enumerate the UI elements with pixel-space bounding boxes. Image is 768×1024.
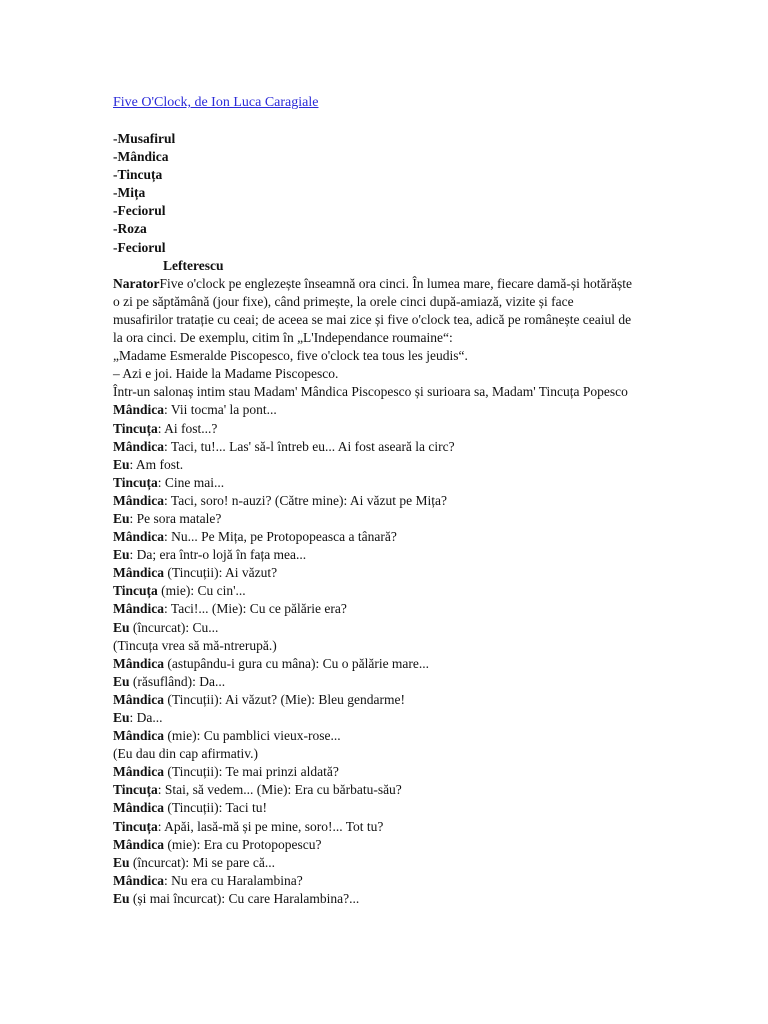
dialogue-text: (Tincuții): Taci tu! <box>164 800 267 816</box>
dialogue-line <box>113 745 633 763</box>
speaker-name: Mândica <box>113 728 165 744</box>
dialogue-line <box>113 709 633 727</box>
dialogue-text: : Nu era cu Haralambina? <box>164 872 303 888</box>
dialogue-text: (Tincuții): Ai văzut? (Mie): Bleu gendarme! <box>164 691 405 707</box>
character-item: -Roza <box>113 221 147 237</box>
dialogue-line <box>113 492 633 510</box>
dialogue-text: (încurcat): Cu... <box>129 619 219 635</box>
speaker-name: Eu <box>113 547 130 563</box>
speaker-name: Tincuța <box>113 818 158 834</box>
narrator-label: Narator <box>113 275 160 291</box>
dialogue-line <box>113 655 633 673</box>
speaker-name: Mândica <box>113 872 165 888</box>
dialogue-block <box>113 401 633 908</box>
speaker-name: Eu <box>113 854 130 870</box>
speaker-name: Mândica <box>113 438 165 454</box>
dialogue-line <box>113 401 633 419</box>
dialogue-line <box>113 691 633 709</box>
dialogue-text: : Ai fost...? <box>157 420 218 436</box>
dialogue-line <box>113 546 633 564</box>
narrator-paragraph <box>113 275 633 347</box>
dialogue-text: : Taci!... (Mie): Cu ce pălărie era? <box>164 601 347 617</box>
dialogue-line <box>113 872 633 890</box>
character-item: -Mândica <box>113 149 169 165</box>
dialogue-line <box>113 456 633 474</box>
character-item: -Mița <box>113 185 146 201</box>
speaker-name: Mândica <box>113 655 165 671</box>
character-item: -Musafirul <box>113 131 176 146</box>
speaker-name: Eu <box>113 673 130 689</box>
dialogue-line <box>113 673 633 691</box>
speaker-name: Mândica <box>113 529 165 545</box>
character-item: -Tincuța <box>113 167 163 183</box>
dialogue-line <box>113 600 633 618</box>
speaker-name: Mândica <box>113 402 165 418</box>
speaker-name: Eu <box>113 456 130 472</box>
dialogue-text: : Am fost. <box>129 456 184 472</box>
speaker-name: Tincuța <box>113 474 158 490</box>
title-link[interactable]: Five O'Clock, de Ion Luca Caragiale <box>113 95 319 110</box>
dialogue-text: (Eu dau din cap afirmativ.) <box>113 746 258 762</box>
dialogue-line <box>113 637 633 655</box>
speaker-name: Mândica <box>113 565 165 581</box>
dialogue-text: (astupându-i gura cu mâna): Cu o pălărie mare... <box>164 655 430 671</box>
dialogue-text: (mie): Era cu Protopopescu? <box>164 836 322 852</box>
dialogue-text: : Da... <box>129 710 163 725</box>
text-line: – Azi e joi. Haide la Madame Piscopesco. <box>113 366 339 382</box>
dialogue-line <box>113 836 633 854</box>
dialogue-text: (Tincuța vrea să mă-ntrerupă.) <box>113 637 277 653</box>
speaker-name: Eu <box>113 710 130 725</box>
dialogue-text: : Stai, să vedem... (Mie): Era cu bărbatu-său? <box>157 782 402 798</box>
dialogue-line <box>113 799 633 817</box>
speaker-name: Mândica <box>113 764 165 780</box>
speaker-name: Mândica <box>113 691 165 707</box>
dialogue-line <box>113 564 633 582</box>
dialogue-text: : Taci, tu!... Las' să-l întreb eu... Ai fost aseară la circ? <box>164 438 455 454</box>
speaker-name: Mândica <box>113 800 165 816</box>
dialogue-text: (mie): Cu cin'... <box>157 583 246 599</box>
narrator-text: Five o'clock pe englezește înseamnă ora cinci. În lumea mare, fiecare damă-și hotărăște o zi pe săptămână (jour fixe), când primește, la orele cinci după-amiază, vizite și face musafirilor tratație cu ceai; de aceea se mai zice și five o'clock tea, adică pe românește ceaiul de la ora cinci. De exemplu, citim în „L'Independance roumaine“: <box>113 275 632 346</box>
character-list <box>113 130 633 275</box>
dialogue-line <box>113 890 633 908</box>
speaker-name: Tincuța <box>113 782 158 798</box>
character-item: -Feciorul <box>113 203 166 219</box>
character-item: -Feciorul <box>113 239 166 255</box>
dialogue-text: (răsuflând): Da... <box>129 673 226 689</box>
dialogue-text: : Taci, soro! n-auzi? (Către mine): Ai văzut pe Mița? <box>164 492 447 508</box>
dialogue-line <box>113 781 633 799</box>
dialogue-text: (Tincuții): Te mai prinzi aldată? <box>164 764 339 780</box>
dialogue-text: (mie): Cu pamblici vieux-rose... <box>164 728 341 744</box>
dialogue-line <box>113 528 633 546</box>
dialogue-line <box>113 818 633 836</box>
dialogue-text: : Pe sora matale? <box>129 510 222 526</box>
dialogue-text: (Tincuții): Ai văzut? <box>164 565 278 581</box>
dialogue-line <box>113 582 633 600</box>
text-line: „Madame Esmeralde Piscopesco, five o'clock tea tous les jeudis“. <box>113 348 468 364</box>
dialogue-line <box>113 727 633 745</box>
speaker-name: Mândica <box>113 601 165 617</box>
dialogue-text: : Vii tocma' la pont... <box>164 402 277 418</box>
dialogue-line <box>113 619 633 637</box>
spacer <box>113 112 633 130</box>
dialogue-text: : Apăi, lasă-mă și pe mine, soro!... Tot tu? <box>157 818 384 834</box>
speaker-name: Eu <box>113 619 130 635</box>
dialogue-text: (și mai încurcat): Cu care Haralambina?... <box>129 890 360 906</box>
dialogue-text: (încurcat): Mi se pare că... <box>129 854 275 870</box>
speaker-name: Eu <box>113 890 130 906</box>
text-paragraph: Într-un salonaș intim stau Madam' Mândica Piscopesco și surioara sa, Madam' Tincuța Popesco <box>113 384 628 400</box>
dialogue-text: : Nu... Pe Mița, pe Protopopeasca a tânară? <box>164 529 397 545</box>
dialogue-line <box>113 474 633 492</box>
speaker-name: Mândica <box>113 836 165 852</box>
speaker-name: Tincuța <box>113 583 158 599</box>
dialogue-line <box>113 510 633 528</box>
dialogue-line <box>113 854 633 872</box>
dialogue-line <box>113 420 633 438</box>
character-lefterescu: Lefterescu <box>163 257 224 273</box>
dialogue-text: : Da; era într-o lojă în fața mea... <box>129 547 307 563</box>
dialogue-line <box>113 763 633 781</box>
speaker-name: Mândica <box>113 492 165 508</box>
speaker-name: Eu <box>113 510 130 526</box>
dialogue-line <box>113 438 633 456</box>
document-page <box>113 94 633 908</box>
dialogue-text: : Cine mai... <box>157 474 225 490</box>
speaker-name: Tincuța <box>113 420 158 436</box>
